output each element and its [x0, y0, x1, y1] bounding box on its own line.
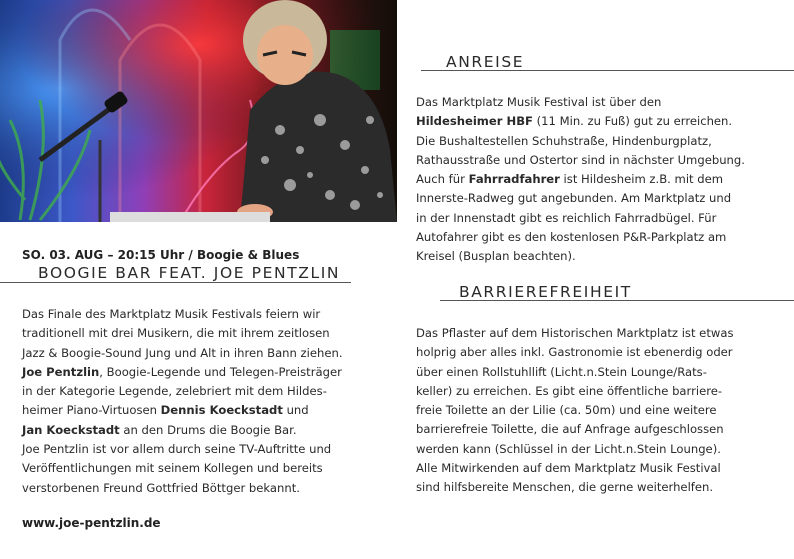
event-genre: Boogie & Blues [196, 248, 300, 262]
text-line [416, 440, 734, 459]
text-run: freie Toilette an der Lilie (ca. 50m) und eine weitere [416, 403, 717, 418]
text-run: barrierefreie Toilette, die auf Anfrage aufgeschlossen [416, 422, 724, 437]
text-run: (11 Min. zu Fuß) gut zu erreichen. [532, 114, 733, 129]
text-run: Auch für [416, 172, 469, 187]
text-run: an den Drums die Boogie Bar. [119, 422, 297, 437]
text-line [22, 401, 343, 420]
text-line [22, 421, 343, 440]
text-run: keller) zu erreichen. Es gibt eine öffentliche barriere- [416, 383, 723, 398]
text-line [416, 170, 745, 189]
text-line [416, 209, 745, 228]
text-line [416, 459, 734, 478]
text-line [22, 363, 343, 382]
text-line [416, 420, 734, 439]
bold-text: Jan Koeckstadt [22, 422, 120, 437]
text-run: , Boogie-Legende und Telegen-Preisträger [99, 364, 342, 379]
performer-photo [0, 0, 397, 222]
text-line [416, 189, 745, 208]
text-run: traditionell mit drei Musikern, die mit ihrem zeitlosen [22, 326, 330, 341]
text-run: Kreisel (Busplan beachten). [416, 249, 576, 264]
text-run: über einen Rollstuhllift (Licht.n.Stein Lounge/Rats- [416, 364, 707, 379]
text-line [416, 132, 745, 151]
text-line [416, 228, 745, 247]
anreise-rule [421, 70, 794, 71]
text-line [416, 112, 745, 131]
text-line [416, 382, 734, 401]
text-run: Alle Mitwirkenden auf dem Marktplatz Musik Festival [416, 461, 721, 476]
text-line [22, 324, 343, 343]
text-line [416, 93, 745, 112]
text-run: sind hilfsbereite Menschen, die gerne weiterhelfen. [416, 480, 714, 495]
website-link[interactable]: www.joe-pentzlin.de [22, 516, 161, 530]
text-run: Jazz & Boogie-Sound Jung und Alt in ihren Bann ziehen. [22, 345, 343, 360]
text-line [22, 305, 343, 324]
event-title-rule [0, 282, 351, 283]
text-line [22, 344, 343, 363]
text-line [416, 363, 734, 382]
bold-text: Hildesheimer HBF [416, 114, 533, 129]
text-run: Die Bushaltestellen Schuhstraße, Hindenburgplatz, [416, 133, 712, 148]
text-run: Das Pflaster auf dem Historischen Marktplatz ist etwas [416, 326, 734, 340]
bold-text: Joe Pentzlin [22, 364, 100, 379]
barrierefreiheit-heading: BARRIEREFREIHEIT [459, 283, 632, 301]
event-date-line [22, 248, 299, 262]
bold-text: Fahrradfahrer [468, 172, 560, 187]
text-line [22, 440, 343, 459]
event-title: BOOGIE BAR FEAT. JOE PENTZLIN [38, 264, 341, 282]
text-run: Innerste-Radweg gut angebunden. Am Marktplatz und [416, 191, 732, 206]
text-run: in der Kategorie Legende, zelebriert mit dem Hildes- [22, 384, 327, 399]
text-run: Das Finale des Marktplatz Musik Festivals feiern wir [22, 307, 321, 321]
event-separator: / [184, 248, 197, 262]
text-run: heimer Piano-Virtuosen [22, 403, 161, 418]
text-run: werden kann (Schlüssel in der Licht.n.Stein Lounge). [416, 441, 721, 456]
barrierefreiheit-rule [440, 300, 794, 301]
event-description [22, 305, 343, 498]
bold-text: Dennis Koeckstadt [160, 403, 283, 418]
text-line [416, 478, 734, 497]
text-run: in der Innenstadt gibt es reichlich Fahrradbügel. Für [416, 210, 717, 225]
text-run: ist Hildesheim z.B. mit dem [559, 172, 724, 187]
text-line [416, 343, 734, 362]
text-line [22, 479, 343, 498]
text-run: und [282, 403, 309, 418]
text-run: Veröffentlichungen mit seinem Kollegen und bereits [22, 461, 323, 476]
text-run: Autofahrer gibt es den kostenlosen P&R-Parkplatz am [416, 230, 727, 245]
anreise-text [416, 93, 745, 267]
text-run: Joe Pentzlin ist vor allem durch seine TV-Auftritte und [22, 442, 332, 457]
text-line [416, 151, 745, 170]
barrierefreiheit-text [416, 324, 734, 498]
text-line [416, 401, 734, 420]
text-run: verstorbenen Freund Gottfried Böttger bekannt. [22, 480, 300, 495]
text-line [22, 459, 343, 478]
text-line [416, 324, 734, 343]
text-line [22, 382, 343, 401]
text-run: Das Marktplatz Musik Festival ist über den [416, 95, 662, 109]
text-line [416, 247, 745, 266]
text-run: Rathausstraße und Ostertor sind in nächster Umgebung. [416, 152, 745, 167]
anreise-heading: ANREISE [446, 53, 525, 71]
text-run: holprig aber alles inkl. Gastronomie ist ebenerdig oder [416, 345, 733, 360]
event-date-time: SO. 03. AUG – 20:15 Uhr [22, 248, 185, 262]
